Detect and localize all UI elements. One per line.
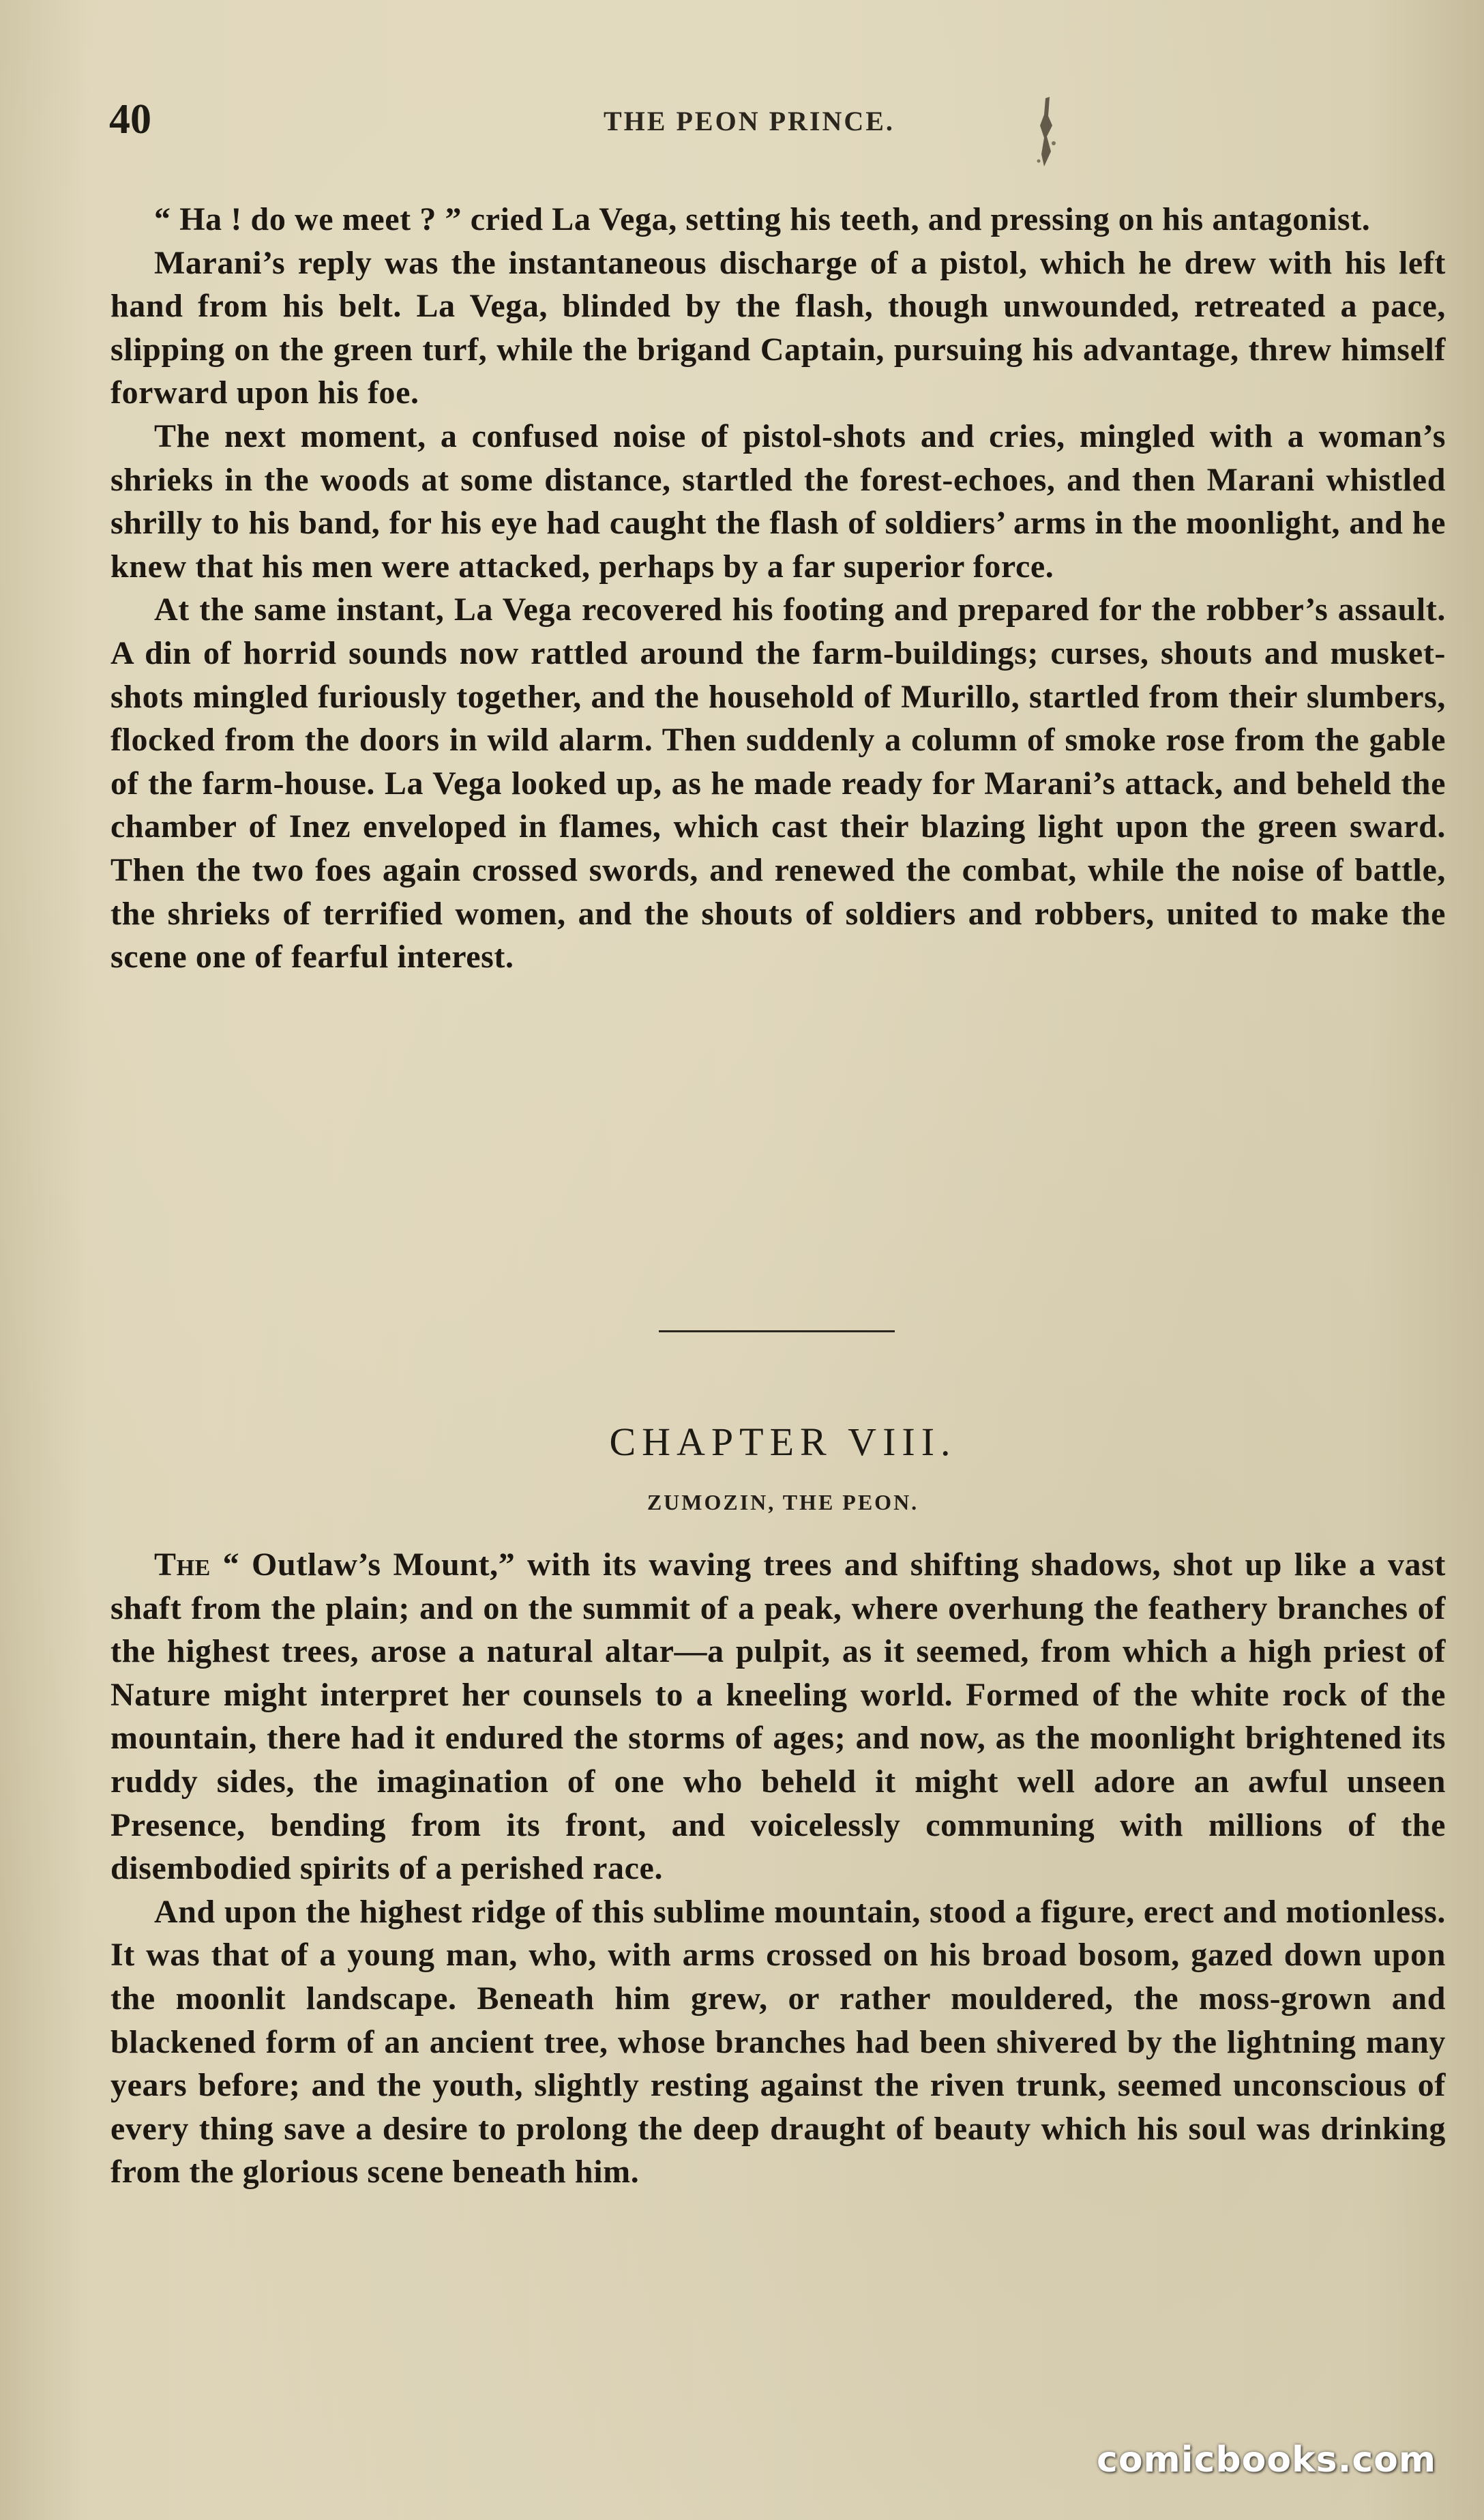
running-head: THE PEON PRINCE.: [604, 106, 895, 136]
text-section-1: [110, 198, 1446, 979]
lead-word: The: [154, 1547, 211, 1583]
ink-smudge-mark: [1033, 96, 1060, 171]
paragraph: The next moment, a confused noise of pistol-shots and cries, mingled with a woman’s shrieks in the woods at some distance, startled the forest-echoes, and then Marani whistled shrilly to his band, for his eye had caught the flash of soldiers’ arms in the moonlight, and he knew that his men were attacked, perhaps by a far superior force.: [110, 417, 1446, 585]
lead-paragraph-text: “ Outlaw’s Mount,” with its waving trees and shifting shadows, shot up like a vast shaft from the plain; and on the summit of a peak, where overhung the feathery branches of the highest trees, arose a natural altar—a pulpit, as it seemed, from which a high priest of Nature might interpret her counsels to a kneeling world. Formed of the white rock of the mountain, there had it endured the storms of ages; and now, as the moonlight brightened its ruddy sides, the imagination of one who beheld it might well adore an awful unseen Presence, bending from its front, and voicelessly communing with millions of the disembodied spirits of a perished race.: [110, 1547, 1446, 1887]
chapter-title: CHAPTER VIII.: [609, 1420, 957, 1464]
text-section-2: [110, 1543, 1446, 2194]
chapter-subtitle: ZUMOZIN, THE PEON.: [647, 1490, 919, 1514]
paragraph-lead: [110, 1543, 1446, 1890]
paragraph: And upon the highest ridge of this sublime mountain, stood a figure, erect and motionless. It was that of a young man, who, with arms crossed on his broad bosom, gazed down upon the moonlit landscape. Beneath him grew, or rather mouldered, the moss-grown and blackened form of an ancient tree, whose branches had been shivered by the lightning many years before; and the youth, slightly resting against the riven trunk, seemed unconscious of every thing save a desire to prolong the deep draught of beauty which his soul was drinking from the glorious scene beneath him.: [110, 1893, 1446, 2191]
section-divider-rule: [659, 1330, 895, 1332]
paragraph: “ Ha ! do we meet ? ” cried La Vega, setting his teeth, and pressing on his antagonist.: [154, 201, 1371, 237]
watermark: comicbooks.com: [1097, 2440, 1437, 2480]
paragraph: At the same instant, La Vega recovered his footing and prepared for the robber’s assault. A din of horrid sounds now rattled around the farm-buildings; curses, shouts and musket-shots mingled furiously together, and the household of Murillo, startled from their slumbers, flocked from the doors in wild alarm. Then suddenly a column of smoke rose from the gable of the farm-house. La Vega looked up, as he made ready for Marani’s attack, and beheld the chamber of Inez enveloped in flames, which cast their blazing light upon the green sward. Then the two foes again crossed swords, and renewed the combat, while the noise of battle, the shrieks of terrified women, and the shouts of soldiers and robbers, united to make the scene one of fearful interest.: [110, 591, 1446, 976]
paragraph: Marani’s reply was the instantaneous discharge of a pistol, which he drew with his left hand from his belt. La Vega, blinded by the flash, though unwounded, retreated a pace, slipping on the green turf, while the brigand Captain, pursuing his advantage, threw himself forward upon his foe.: [110, 244, 1446, 411]
page-number: 40: [109, 96, 151, 143]
page-header: [109, 96, 1446, 150]
